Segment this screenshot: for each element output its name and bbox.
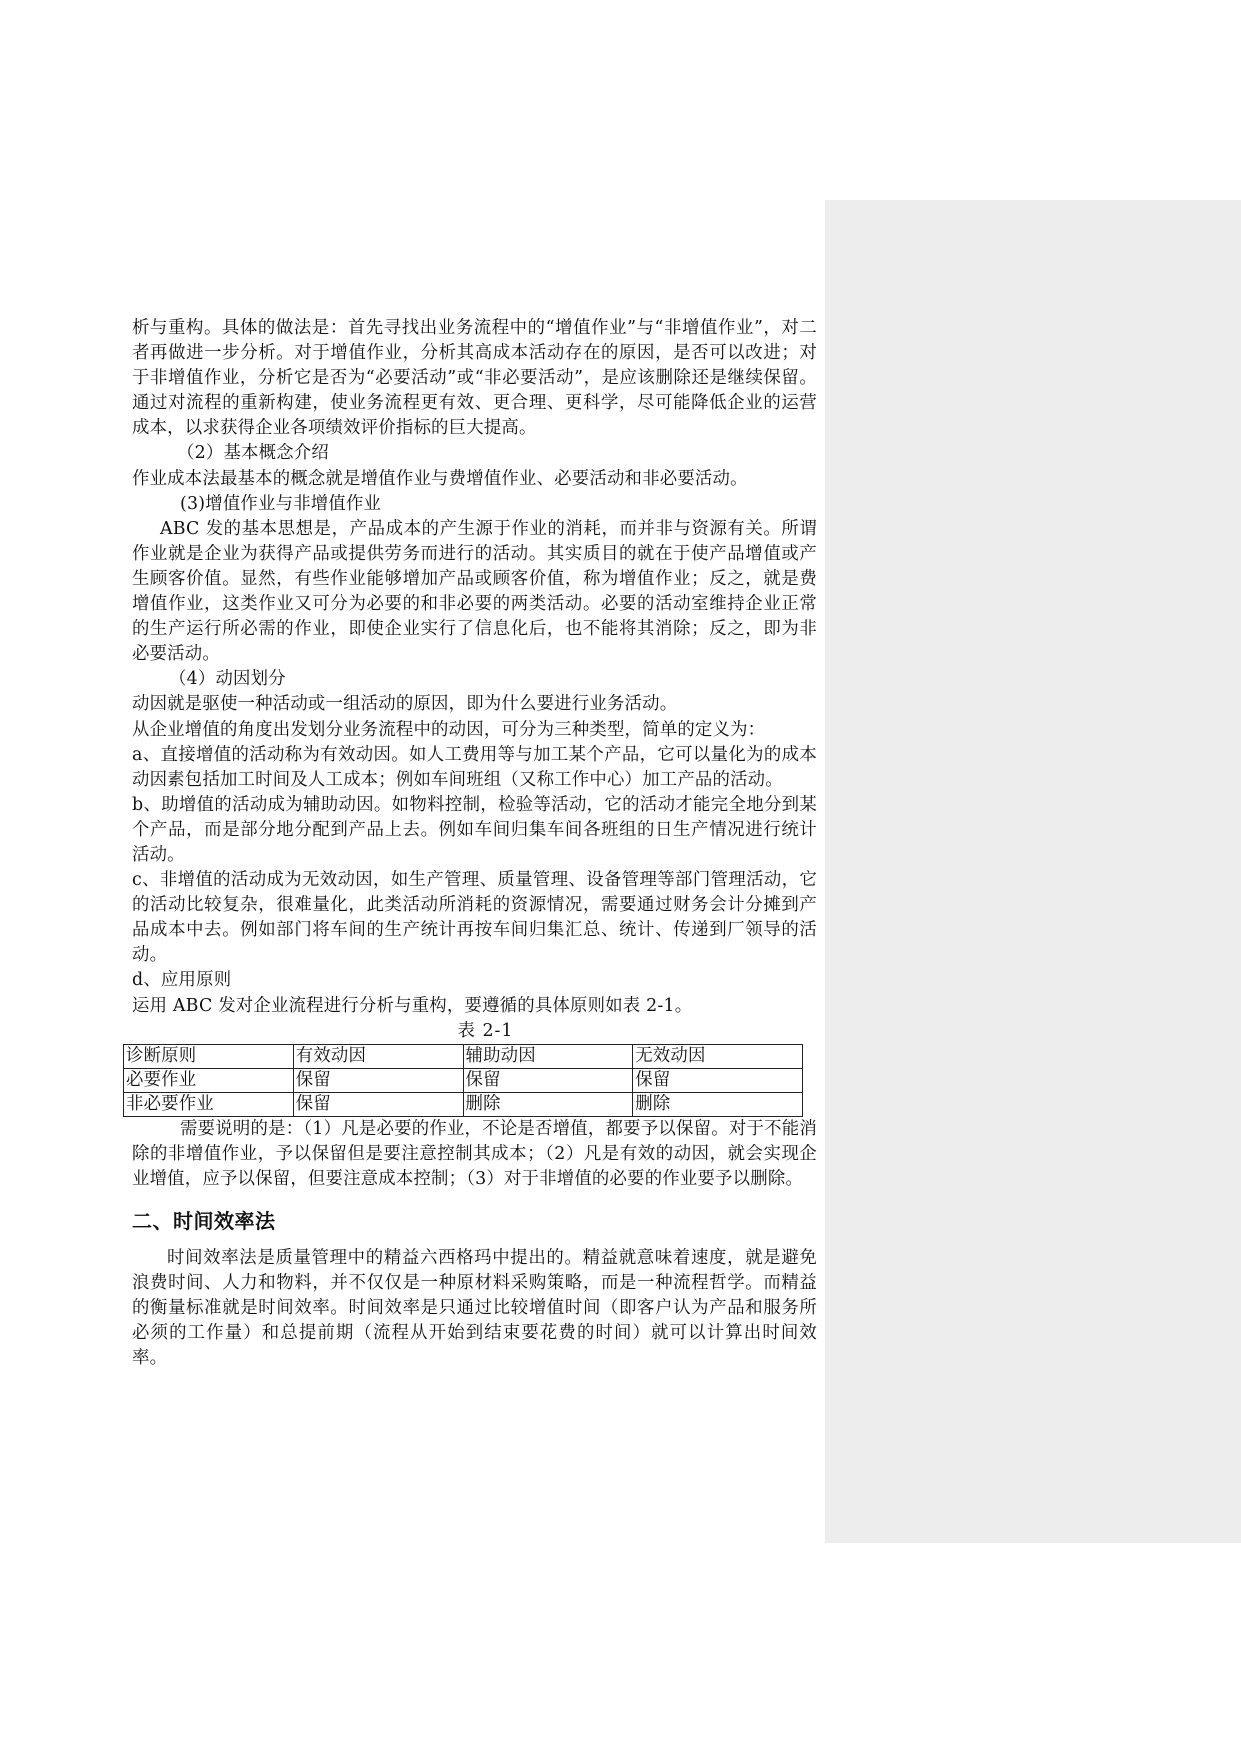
heading-value-added-activities: (3)增值作业与非增值作业 <box>180 493 382 514</box>
paragraph-time-efficiency: 时间效率法是质量管理中的精益六西格玛中提出的。精益就意味着速度，就是避免浪费时间、人力和物料，并不仅仅是一种原材料采购策略，而是一种流程哲学。而精益的衡量标准就是时间效率。时间效率是只通过比较增值时间（即客户认为产品和服务所必须的工作量）和总提前期（流程从开始到结束要花费的时间）就可以计算出时间效率。 <box>132 1248 817 1369</box>
table-cell: 保留 <box>293 1068 463 1092</box>
section-heading-time-efficiency: 二、时间效率法 <box>132 1209 276 1233</box>
table-cell: 必要作业 <box>124 1068 294 1092</box>
paragraph-driver-types: 从企业增值的角度出发划分业务流程中的动因，可分为三种类型，简单的定义为： <box>132 719 766 740</box>
heading-basic-concepts: （2）基本概念介绍 <box>177 443 329 464</box>
list-item-a: a、直接增值的活动称为有效动因。如人工费用等与加工某个产品，它可以量化为的成本动因素包括加工时间及人工成本；例如车间班组（又称工作中心）加工产品的活动。 <box>132 744 817 790</box>
paragraph-driver-definition: 动因就是驱使一种活动或一组活动的原因，即为什么要进行业务活动。 <box>132 694 678 715</box>
table-cell: 诊断原则 <box>124 1044 294 1068</box>
paragraph-abc: ABC 发的基本思想是，产品成本的产生源于作业的消耗，而并非与资源有关。所谓作业就是企业为获得产品或提供劳务而进行的活动。其实质目的就在于使产品增值或产生顾客价值。显然，有些作业能够增加产品或顾客价值，称为增值作业；反之，就是费增值作业，这类作业又可分为必要的和非必要的两类活动。必要的活动室维持企业正常的生产运行所必需的作业，即使企业实行了信息化后，也不能将其消除；反之，即为非必要活动。 <box>132 518 817 665</box>
paragraph-note: 需要说明的是：（1）凡是必要的作业，不论是否增值，都要予以保留。对于不能消除的非增值作业，予以保留但是要注意控制其成本；（2）凡是有效的动因，就会实现企业增值，应予以保留，但要注意成本控制；（3）对于非增值的必要的作业要予以删除。 <box>132 1118 817 1189</box>
document-body <box>126 316 817 1371</box>
table-cell: 辅助动因 <box>463 1044 633 1068</box>
table-caption: 表 2-1 <box>457 1020 514 1041</box>
paragraph-concepts: 作业成本法最基本的概念就是增值作业与费增值作业、必要活动和非必要活动。 <box>132 468 748 489</box>
table-cell: 非必要作业 <box>124 1092 294 1116</box>
paragraph-reengineering: 析与重构。具体的做法是：首先寻找出业务流程中的“增值作业”与“非增值作业”，对二者再做进一步分析。对于增值作业，分析其高成本活动存在的原因，是否可以改进；对于非增值作业，分析它是否为“必要活动”或“非必要活动”，是应该删除还是继续保留。通过对流程的重新构建，使业务流程更有效、更合理、更科学，尽可能降低企业的运营成本，以求获得企业各项绩效评价指标的巨大提高。 <box>132 318 817 439</box>
list-item-d: d、应用原则 <box>132 970 232 991</box>
table-cell: 保留 <box>633 1068 803 1092</box>
table-cell: 删除 <box>633 1092 803 1116</box>
table-cell: 有效动因 <box>293 1044 463 1068</box>
table-row <box>124 1044 803 1068</box>
principles-table <box>123 1044 803 1117</box>
comment-margin-panel <box>825 200 1241 1543</box>
table-row <box>124 1092 803 1116</box>
list-item-c: c、非增值的活动成为无效动因，如生产管理、质量管理、设备管理等部门管理活动，它的活动比较复杂，很难量化，此类活动所消耗的资源情况，需要通过财务会计分摊到产品成本中去。例如部门将车间的生产统计再按车间归集汇总、统计、传递到厂领导的活动。 <box>132 870 817 966</box>
table-row <box>124 1068 803 1092</box>
list-item-b: b、助增值的活动成为辅助动因。如物料控制，检验等活动，它的活动才能完全地分到某个产品，而是部分地分配到产品上去。例如车间归集车间各班组的日生产情况进行统计活动。 <box>132 794 817 865</box>
paragraph-apply-principles: 运用 ABC 发对企业流程进行分析与重构，要遵循的具体原则如表 2-1。 <box>132 995 693 1016</box>
heading-driver-classification: （4）动因划分 <box>169 669 286 690</box>
table-cell: 删除 <box>463 1092 633 1116</box>
table-cell: 保留 <box>293 1092 463 1116</box>
table-cell: 无效动因 <box>633 1044 803 1068</box>
table-cell: 保留 <box>463 1068 633 1092</box>
